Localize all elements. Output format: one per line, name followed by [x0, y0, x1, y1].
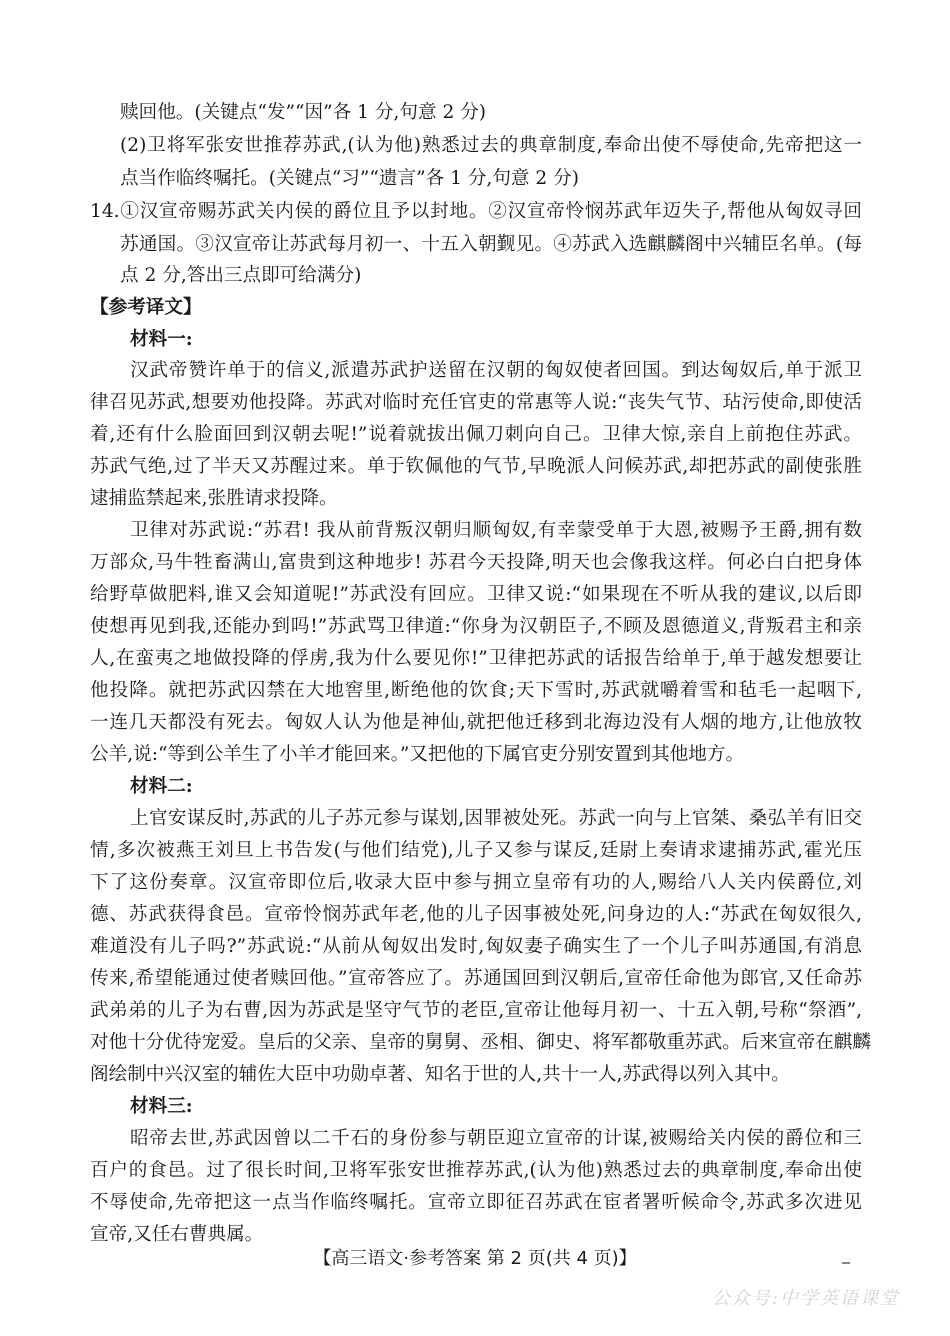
material-title: 材料三:	[130, 1096, 193, 1117]
paragraph-line: 万部众,马牛牲畜满山,富贵到这种地步! 苏君今天投降,明天也会像我这样。何必白白把身体	[90, 552, 862, 573]
paragraph-line: 传来,希望能通过使者赎回他。”宣帝答应了。苏通国回到汉朝后,宣帝任命他为郎官,又任命苏	[90, 968, 862, 989]
paragraph-line: 上官安谋反时,苏武的儿子苏元参与谋划,因罪被处死。苏武一向与上官桀、桑弘羊有旧交	[130, 808, 862, 829]
paragraph-line: 武弟弟的儿子为右曹,因为苏武是坚守气节的老臣,宣帝让他每月初一、十五入朝,号称“祭酒”,	[90, 1000, 862, 1021]
paragraph-line: 逮捕监禁起来,张胜请求投降。	[90, 488, 338, 509]
page-footer: 【高三语文·参考答案 第 2 页(共 4 页)】	[313, 1248, 637, 1269]
paragraph-line: 他投降。就把苏武囚禁在大地窖里,断绝他的饮食;天下雪时,苏武就嚼着雪和毡毛一起咽下,	[90, 680, 862, 701]
paragraph-line: 百户的食邑。过了很长时间,卫将军张安世推荐苏武,(认为他)熟悉过去的典章制度,奉命出使	[90, 1160, 862, 1181]
paragraph-line: 着,还有什么脸面回到汉朝去呢!”说着就拔出佩刀刺向自己。卫律大惊,亲自上前抱住苏武。	[90, 424, 862, 445]
paragraph-line: 苏武气绝,过了半天又苏醒过来。单于钦佩他的气节,早晚派人问候苏武,却把苏武的副使张胜	[90, 456, 862, 477]
paragraph-line: 给野草做肥料,谁又会知道呢!”苏武没有回应。卫律又说:“如果现在不听从我的建议,以后即	[90, 584, 862, 605]
paragraph-line: 不辱使命,先帝把这一点当作临终嘱托。宣帝立即征召苏武在宦者署听候命令,苏武多次进见	[90, 1192, 862, 1213]
paragraph-line: 情,多次被燕王刘旦上书告发(与他们结党),儿子又参与谋反,廷尉上奏请求逮捕苏武,霍光压	[90, 840, 862, 861]
paragraph-line: 宣帝,又任右曹典属。	[90, 1224, 264, 1245]
material-title: 材料二:	[130, 776, 193, 797]
paragraph-line: 阁绘制中兴汉室的辅佐大臣中功勋卓著、知名于世的人,共十一人,苏武得以列入其中。	[90, 1064, 790, 1085]
paragraph-line: 对他十分优待宠爱。皇后的父亲、皇帝的舅舅、丞相、御史、将军都敬重苏武。后来宣帝在麒麟	[90, 1032, 871, 1053]
paragraph-line: 昭帝去世,苏武因曾以二千石的身份参与朝臣迎立宣帝的计谋,被赐给关内侯的爵位和三	[130, 1128, 862, 1149]
paragraph-line: 难道没有儿子吗?”苏武说:“从前从匈奴出发时,匈奴妻子确实生了一个儿子叫苏通国,有消息	[90, 936, 862, 957]
watermark: 公众号:中学英语课堂	[711, 1288, 900, 1309]
section-heading: 【参考译文】	[90, 297, 202, 318]
answer-line: 14.①汉宣帝赐苏武关内侯的爵位且予以封地。②汉宣帝怜悯苏武年迈失子,帮他从匈奴寻回	[90, 201, 862, 222]
paragraph-line: 卫律对苏武说:“苏君! 我从前背叛汉朝归顺匈奴,有幸蒙受单于大恩,被赐予王爵,拥有数	[130, 520, 862, 541]
answer-line: 苏通国。③汉宣帝让苏武每月初一、十五入朝觐见。④苏武入选麒麟阁中兴辅臣名单。(每	[120, 234, 862, 255]
paragraph-line: 使想再见到我,还能办到吗!”苏武骂卫律道:“你身为汉朝臣子,不顾及恩德道义,背叛君主和亲	[90, 616, 862, 637]
answer-line: 点当作临终嘱托。(关键点“习”“遗言”各 1 分,句意 2 分)	[120, 168, 580, 189]
material-title: 材料一:	[130, 329, 193, 350]
paragraph-line: 人,在蛮夷之地做投降的俘虏,我为什么要见你!”卫律把苏武的话报告给单于,单于越发想要让	[90, 648, 862, 669]
paragraph-line: 汉武帝赞许单于的信义,派遣苏武护送留在汉朝的匈奴使者回国。到达匈奴后,单于派卫	[130, 360, 862, 381]
answer-line: 点 2 分,答出三点即可给满分)	[120, 265, 362, 286]
paragraph-line: 律召见苏武,想要劝他投降。苏武对临时充任官吏的常惠等人说:“丧失气节、玷污使命,即使活	[90, 392, 862, 413]
answer-line: (2)卫将军张安世推荐苏武,(认为他)熟悉过去的典章制度,奉命出使不辱使命,先帝把这一	[120, 135, 862, 156]
corner-mark	[842, 1262, 850, 1264]
paragraph-line: 德、苏武获得食邑。宣帝怜悯苏武年老,他的儿子因事被处死,问身边的人:“苏武在匈奴很久,	[90, 904, 862, 925]
paragraph-line: 下了这份奏章。汉宣帝即位后,收录大臣中参与拥立皇帝有功的人,赐给八人关内侯爵位,刘	[90, 872, 862, 893]
paragraph-line: 公羊,说:“等到公羊生了小羊才能回来。”又把他的下属官吏分别安置到其他地方。	[90, 744, 745, 765]
answer-line: 赎回他。(关键点“发”“因”各 1 分,句意 2 分)	[120, 102, 487, 123]
paragraph-line: 一连几天都没有死去。匈奴人认为他是神仙,就把他迁移到北海边没有人烟的地方,让他放牧	[90, 712, 862, 733]
